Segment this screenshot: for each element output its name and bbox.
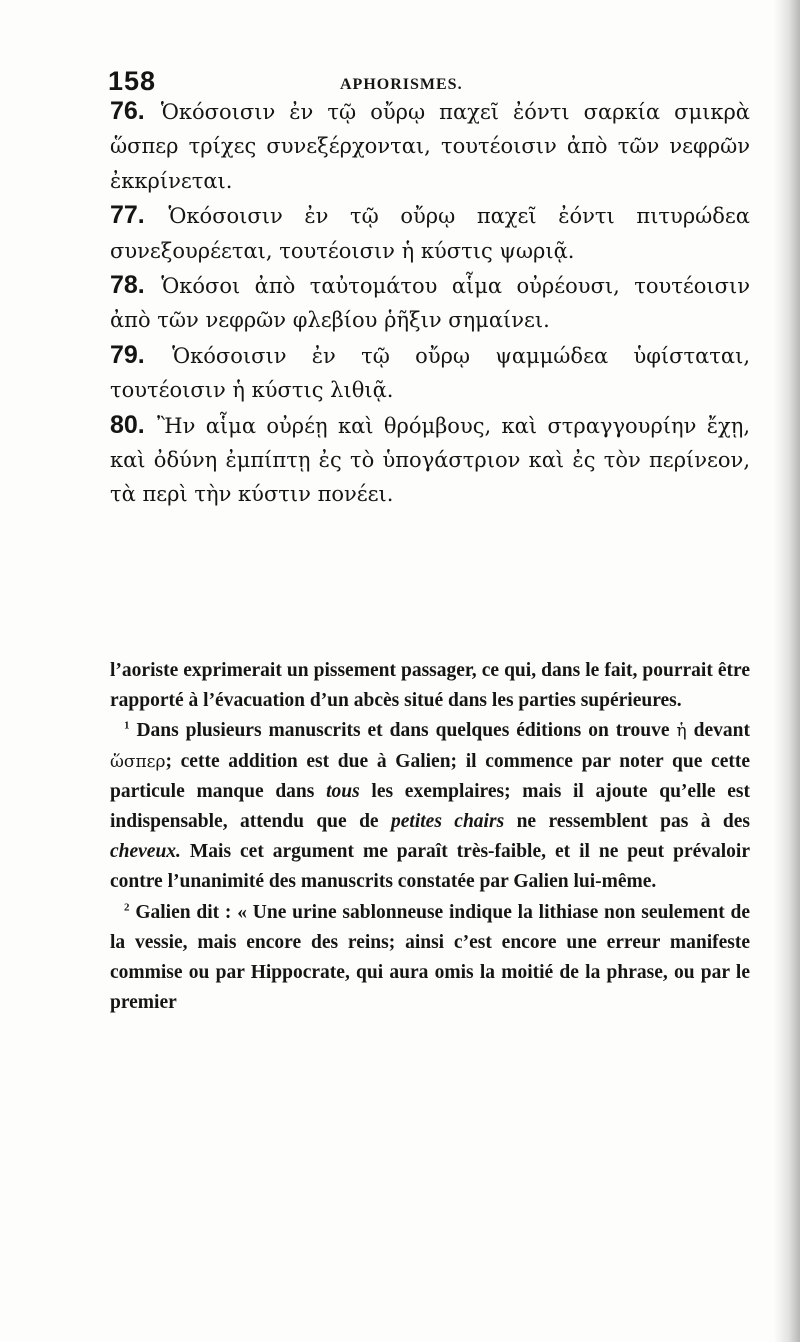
- italic-word: cheveux.: [110, 841, 181, 863]
- footnote-marker: 2: [124, 901, 130, 914]
- page-edge-shadow: [774, 0, 800, 1342]
- footnote-text: Dans plusieurs manuscrits et dans quelques éditions on trouve: [136, 720, 670, 742]
- greek-word: ἡ: [676, 721, 687, 742]
- aphorism-number: 77.: [110, 201, 145, 230]
- footnote-1: [110, 716, 750, 897]
- footnote-text: devant: [693, 720, 750, 742]
- aphorism-number: 79.: [110, 340, 145, 369]
- footnote-2: [110, 898, 750, 1019]
- footnote-text: ; cette addition est due à Galien; il commence par noter que cette particule manque dans: [110, 750, 750, 802]
- greek-aphorisms: [110, 94, 750, 512]
- aphorism-text: Ὁκόσοι ἀπὸ ταὐτομάτου αἷμα οὐρέουσι, τουτέοισιν ἀπὸ τῶν νεφρῶν φλεβίου ῥῆξιν σημαίνει.: [110, 274, 750, 333]
- aphorism-78: [110, 268, 750, 338]
- italic-phrase: petites chairs: [391, 811, 505, 833]
- footnote-text: ne ressemblent pas à des: [516, 811, 750, 833]
- aphorism-text: Ὁκόσοισιν ἐν τῷ οὔρῳ παχεῖ ἐόντι πιτυρώδεα συνεξουρέεται, τουτέοισιν ἡ κύστις ψωριᾷ.: [110, 204, 750, 263]
- aphorism-number: 76.: [110, 97, 145, 125]
- aphorism-text: Ὁκόσοισιν ἐν τῷ οὔρῳ ψαμμώδεα ὑφίσταται, τουτέοισιν ἡ κύστις λιθιᾷ.: [110, 343, 750, 403]
- aphorism-number: 78.: [110, 271, 145, 300]
- page-number: 158: [108, 66, 157, 96]
- aphorism-77: [110, 198, 750, 268]
- aphorism-text: Ἢν αἷμα οὐρέῃ καὶ θρόμβους, καὶ στραγγουρίην ἔχῃ, καὶ ὀδύνη ἐμπίπτῃ ἐς τὸ ὑπογάστριον καὶ ἐς τὸν περίνεον, τὰ περὶ τὴν κύστιν πονέει.: [110, 413, 750, 507]
- running-title: APHORISMES.: [340, 76, 463, 93]
- footnote-text: Mais cet argument me paraît très-faible, et il ne peut prévaloir contre l’unanimité des manuscrits constatée par Galien lui-même.: [110, 841, 750, 893]
- aphorism-76: [110, 94, 750, 198]
- note-continuation: l’aoriste exprimerait un pissement passager, ce qui, dans le fait, pourrait être rapporté à l’évacuation d’un abcès situé dans les parties supérieures.: [110, 660, 750, 712]
- greek-word: ὥσπερ: [110, 751, 166, 772]
- aphorism-79: [110, 338, 750, 408]
- italic-word: tous: [326, 780, 360, 802]
- aphorism-text: Ὁκόσοισιν ἐν τῷ οὔρῳ παχεῖ ἐόντι σαρκία σμικρὰ ὥσπερ τρίχες συνεξέρχονται, τουτέοισιν ἀπὸ τῶν νεφρῶν ἐκκρίνεται.: [110, 100, 750, 193]
- footnote-text: Galien dit : « Une urine sablonneuse indique la lithiase non seulement de la vessie, mais encore des reins; ainsi c’est encore une erreur manifeste commise ou par Hippocrate, qui aura omis la moitié de la phrase, ou par le premier: [110, 901, 750, 1014]
- footnote-marker: 1: [124, 719, 130, 732]
- aphorism-80: [110, 408, 750, 512]
- french-notes: [110, 656, 750, 1018]
- aphorism-number: 80.: [110, 410, 145, 439]
- footnote-text: les exemplaires; mais il ajoute qu’elle est indispensable, attendu que de: [110, 780, 751, 833]
